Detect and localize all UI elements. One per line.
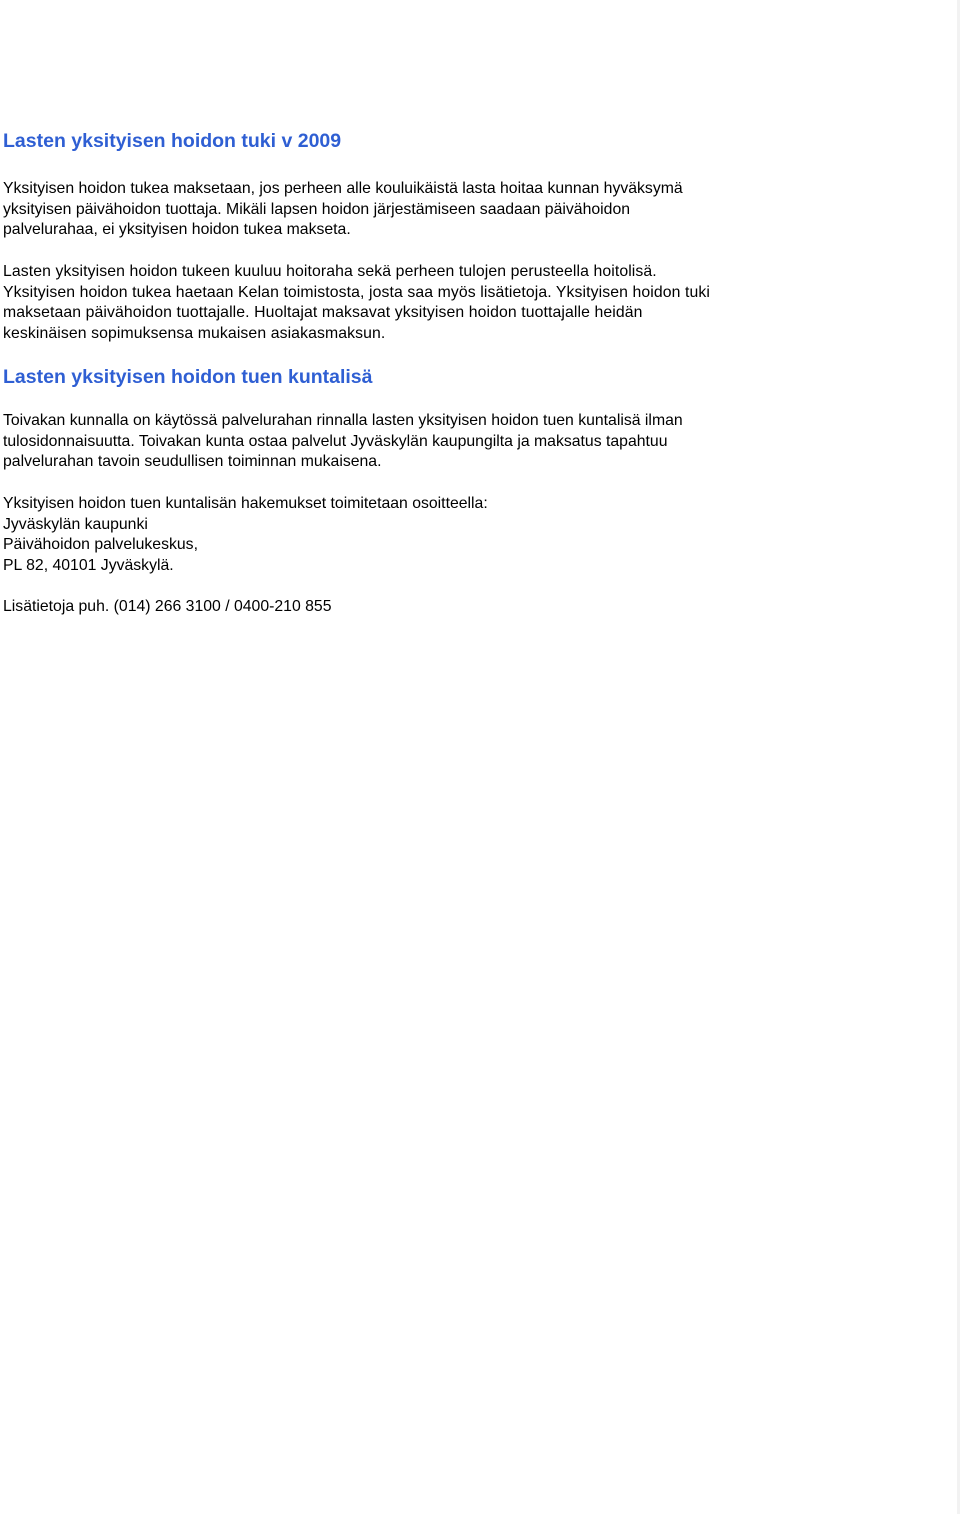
paragraph-eligibility: Yksityisen hoidon tukea maksetaan, jos perheen alle kouluikäistä lasta hoitaa kunnan hyväksymä yksityisen päivähoidon tuottaja. Mikäli lapsen hoidon järjestämiseen saadaan päivähoidon palvelurahaa, ei yksityisen hoidon tukea makseta.	[3, 180, 683, 239]
contact-info: Lisätietoja puh. (014) 266 3100 / 0400-210 855	[3, 598, 332, 615]
page-title: Lasten yksityisen hoidon tuki v 2009	[3, 130, 342, 152]
paragraph-application-address: Yksityisen hoidon tuen kuntalisän hakemukset toimitetaan osoitteella: Jyväskylän kaupunki Päivähoidon palvelukeskus, PL 82, 40101 Jyväskylä.	[3, 495, 488, 575]
section-title-kuntalisa: Lasten yksityisen hoidon tuen kuntalisä	[3, 366, 373, 388]
paragraph-support-details: Lasten yksityisen hoidon tukeen kuuluu hoitoraha sekä perheen tulojen perusteella hoitolisä. Yksityisen hoidon tukea haetaan Kelan toimistosta, josta saa myös lisätietoja. Yksityisen hoidon tuki maksetaan päivähoidon tuottajalle. Huoltajat maksavat yksityisen hoidon tuottajalle heidän keskinäisen sopimuksensa mukaisen asiakasmaksun.	[3, 263, 711, 343]
paragraph-kuntalisa: Toivakan kunnalla on käytössä palvelurahan rinnalla lasten yksityisen hoidon tuen kuntalisä ilman tulosidonnaisuutta. Toivakan kunta ostaa palvelut Jyväskylän kaupungilta ja maksatus tapahtuu palvelurahan tavoin seudullisen toiminnan mukaisena.	[3, 412, 683, 471]
